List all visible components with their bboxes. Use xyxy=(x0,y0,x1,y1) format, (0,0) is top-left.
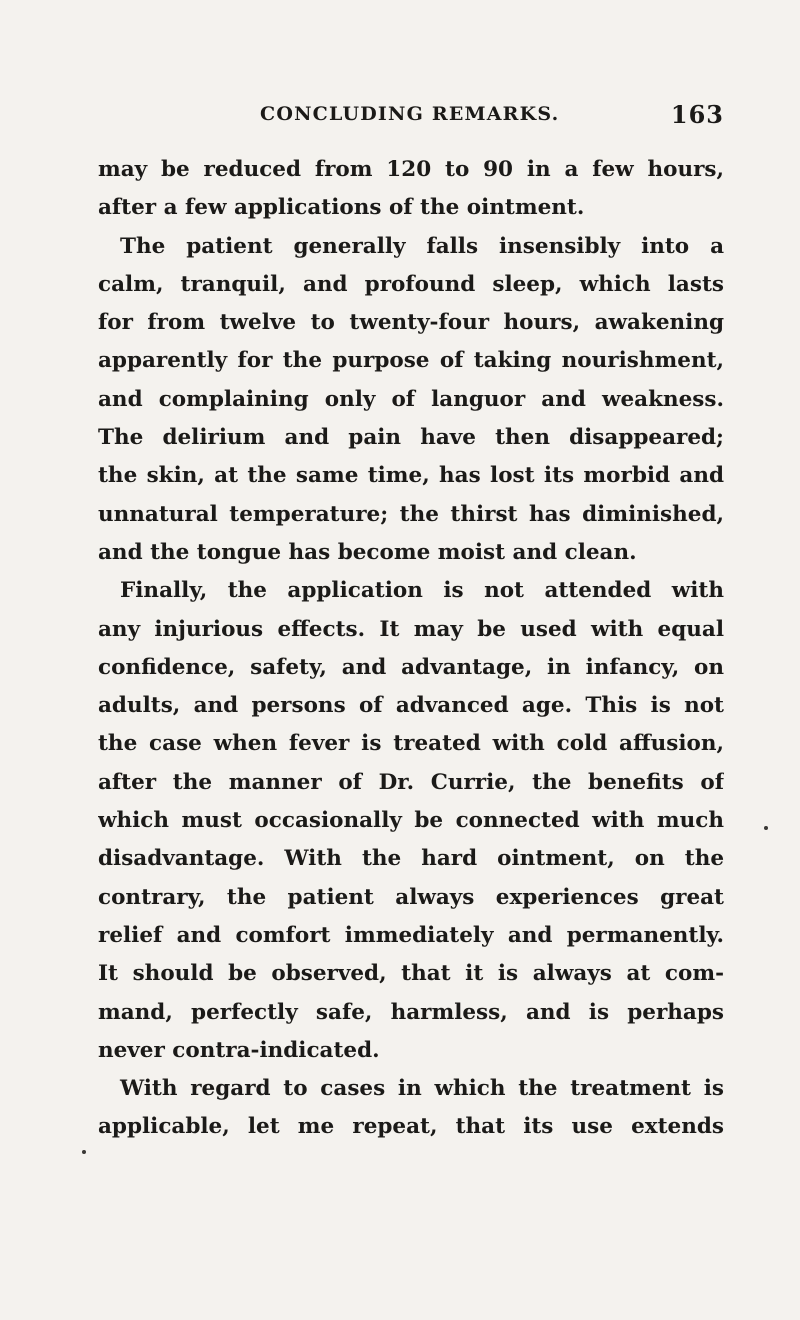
running-head xyxy=(90,100,724,133)
running-title: CONCLUDING REMARKS. xyxy=(260,103,560,125)
text-line: apparently for the purpose of taking nourishment, xyxy=(98,348,724,374)
text-line: the case when fever is treated with cold affusion, xyxy=(98,731,724,757)
text-line: and complaining only of languor and weakness. xyxy=(98,386,724,412)
body-text xyxy=(98,151,724,1147)
text-line: It should be observed, that it is always at com- xyxy=(98,961,724,987)
page-number: 163 xyxy=(670,100,724,129)
text-line: The patient generally falls insensibly into a xyxy=(120,233,724,259)
text-line: after a few applications of the ointment. xyxy=(98,195,585,221)
text-line: and the tongue has become moist and clean. xyxy=(98,539,637,565)
print-speck xyxy=(764,826,768,830)
text-line: after the manner of Dr. Currie, the benefits of xyxy=(98,769,724,795)
text-line: unnatural temperature; the thirst has diminished, xyxy=(98,501,724,527)
text-line: The delirium and pain have then disappeared; xyxy=(98,425,724,451)
text-line: for from twelve to twenty-four hours, awakening xyxy=(98,310,724,336)
text-line: may be reduced from 120 to 90 in a few hours, xyxy=(98,157,724,182)
text-line: adults, and persons of advanced age. This is not xyxy=(98,693,724,719)
text-line: disadvantage. With the hard ointment, on the xyxy=(98,846,724,872)
text-line: contrary, the patient always experiences great xyxy=(98,884,724,910)
print-speck xyxy=(82,1150,86,1154)
text-line: mand, perfectly safe, harmless, and is perhaps xyxy=(98,999,724,1025)
text-line: relief and comfort immediately and permanently. xyxy=(98,922,724,948)
text-line: With regard to cases in which the treatment is xyxy=(120,1076,724,1102)
text-line: any injurious effects. It may be used with equal xyxy=(98,616,724,642)
text-line: which must occasionally be connected with much xyxy=(98,808,724,834)
text-line: applicable, let me repeat, that its use extends xyxy=(98,1114,724,1140)
text-line: the skin, at the same time, has lost its morbid and xyxy=(98,463,724,489)
text-line: Finally, the application is not attended with xyxy=(120,578,724,604)
text-line: never contra-indicated. xyxy=(98,1037,380,1063)
text-line: calm, tranquil, and profound sleep, which lasts xyxy=(98,271,724,297)
text-line: confidence, safety, and advantage, in infancy, on xyxy=(98,654,724,680)
